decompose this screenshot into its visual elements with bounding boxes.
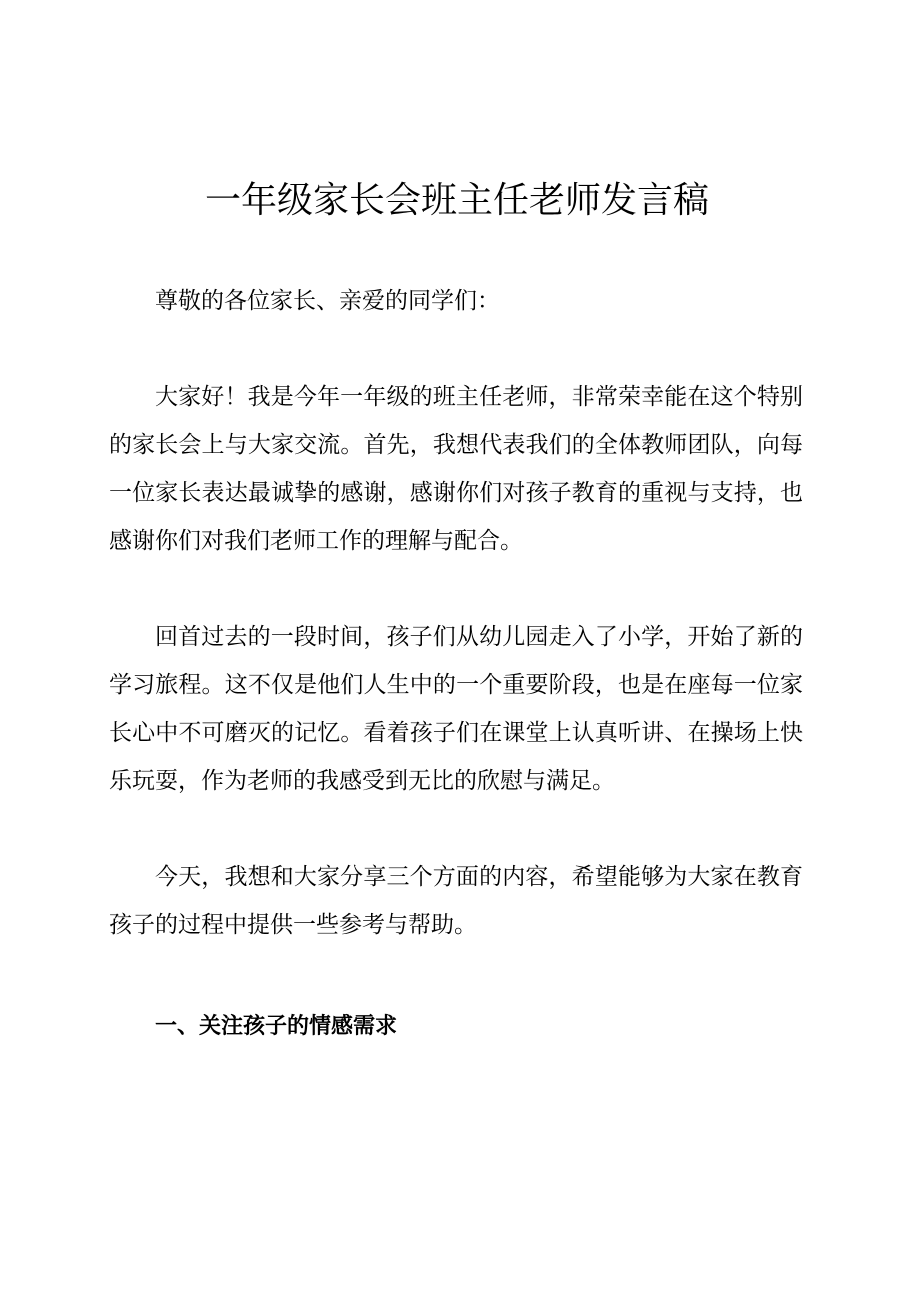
review-paragraph: 回首过去的一段时间，孩子们从幼儿园走入了小学，开始了新的学习旅程。这不仅是他们人生中的一个重要阶段，也是在座每一位家长心中不可磨灭的记忆。看着孩子们在课堂上认真听讲、在操场上快乐玩耍，作为老师的我感受到无比的欣慰与满足。 bbox=[109, 624, 803, 794]
document-title: 一年级家长会班主任老师发言稿 bbox=[204, 180, 709, 221]
greeting-paragraph: 尊敬的各位家长、亲爱的同学们： bbox=[155, 288, 500, 314]
today-paragraph: 今天，我想和大家分享三个方面的内容，希望能够为大家在教育孩子的过程中提供一些参考与帮助。 bbox=[109, 864, 803, 938]
intro-paragraph: 大家好！我是今年一年级的班主任老师，非常荣幸能在这个特别的家长会上与大家交流。首先，我想代表我们的全体教师团队，向每一位家长表达最诚挚的感谢，感谢你们对孩子教育的重视与支持，也感谢你们对我们老师工作的理解与配合。 bbox=[109, 384, 803, 554]
section-heading: 一、关注孩子的情感需求 bbox=[155, 1014, 398, 1039]
